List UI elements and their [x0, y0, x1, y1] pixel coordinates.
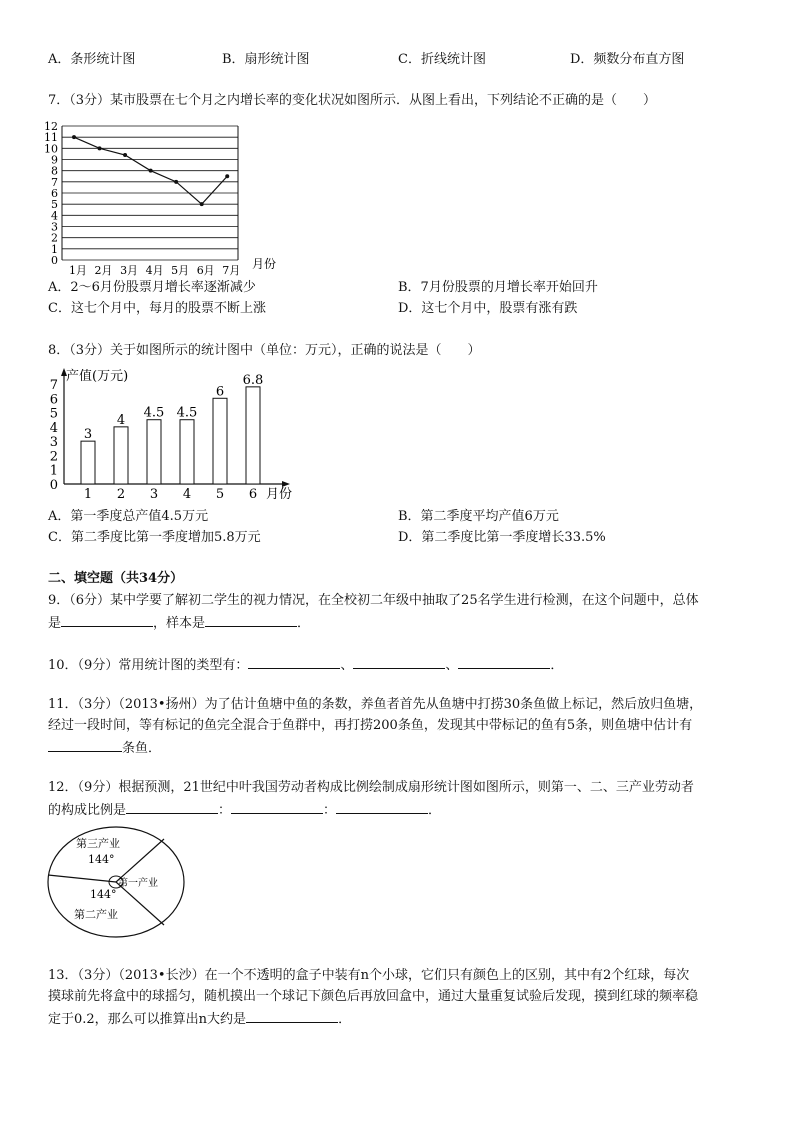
q13-line3	[48, 1010, 351, 1028]
q13-line1: 13．（3分）（2013•长沙）在一个不透明的盒子中装有n个小球，它们只有颜色上的区别，其中有2个红球，每次	[48, 968, 690, 983]
line-chart-x-tick-label: 2月	[94, 264, 113, 277]
q12-line2	[48, 801, 441, 819]
q10-text: 10．（9分）常用统计图的类型有：	[48, 658, 249, 673]
line-chart-y-tick-label: 0	[51, 254, 58, 267]
pie-divider-left	[48, 875, 116, 882]
line-chart-x-tick-label: 5月	[171, 264, 190, 277]
q10-blank-3[interactable]	[458, 656, 550, 669]
q13-line2: 摸球前先将盒中的球摇匀，随机摸出一个球记下颜色后再放回盒中，通过大量重复试验后发现，摸到红球的频率稳	[48, 989, 699, 1004]
q10-blank-1[interactable]	[248, 656, 340, 669]
q12-colon-1: ：	[218, 803, 232, 818]
q7-option-d: D．这七个月中，股票有涨有跌	[398, 301, 578, 316]
q8-option-a: A．第一季度总产值4.5万元	[48, 509, 209, 524]
q8-option-d: D．第二季度比第一季度增长33.5%	[398, 530, 606, 545]
bar-chart-x-ticks	[84, 487, 257, 502]
pie-slice-label-secondary: 第二产业	[74, 908, 118, 921]
bar-chart-data-label: 4	[116, 412, 126, 428]
line-chart-y-tick-label: 11	[44, 131, 58, 145]
bar-chart-y-tick-label: 3	[49, 435, 58, 451]
line-chart-point	[200, 202, 204, 206]
line-chart-point	[72, 135, 76, 139]
q10-sep-1: 、	[340, 658, 354, 673]
bar-chart-bar	[213, 398, 227, 484]
bar-chart-y-tick-label: 2	[49, 449, 58, 465]
bar-chart-data-label: 6	[215, 384, 225, 400]
q12-colon-2: ：	[323, 803, 337, 818]
line-chart-y-tick-label: 9	[51, 153, 58, 167]
q12-line1: 12．（9分）根据预测，21世纪中叶我国劳动者构成比例绘制成扇形统计图如图所示，则第一、二、三产业劳动者	[48, 780, 694, 795]
q9-text-c: ．	[297, 616, 311, 631]
line-chart-y-tick-label: 8	[51, 164, 58, 178]
q7-option-a: A．2～6月份股票月增长率逐渐减少	[48, 280, 256, 295]
q7-option-b: B．7月份股票的月增长率开始回升	[398, 280, 598, 295]
q10-sep-2: 、	[445, 658, 459, 673]
pie-slice-angle-secondary: 144°	[90, 888, 117, 901]
q8-bar-chart	[40, 364, 300, 504]
q13-text: 定于0.2，那么可以推算出n大约是	[48, 1012, 247, 1027]
q9-line1: 9．（6分）某中学要了解初二学生的视力情况，在全校初二年级中抽取了25名学生进行检测，在这个问题中，总体	[48, 593, 699, 608]
q12-blank-3[interactable]	[336, 801, 428, 814]
q12-blank-1[interactable]	[126, 801, 218, 814]
bar-chart-y-ticks	[50, 378, 58, 493]
bar-chart-x-tick-label: 2	[116, 487, 126, 502]
q9-line2	[48, 614, 310, 632]
line-chart-point	[174, 180, 178, 184]
q11-text: 条鱼．	[122, 741, 162, 756]
q6-option-c: C．折线统计图	[398, 52, 486, 67]
bar-chart-bar	[246, 387, 260, 484]
line-chart-y-tick-label: 3	[51, 220, 58, 234]
q10-blank-2[interactable]	[353, 656, 445, 669]
bar-chart-data-label: 4.5	[143, 405, 165, 421]
bar-chart-x-tick-label: 3	[149, 487, 159, 502]
q12-blank-2[interactable]	[231, 801, 323, 814]
line-chart-x-tick-label: 1月	[69, 264, 87, 277]
line-chart-x-tick-label: 4月	[145, 264, 164, 277]
bar-chart-bar	[81, 441, 95, 484]
q11-line2: 经过一段时间，等有标记的鱼完全混合于鱼群中，再打捞200条鱼，发现其中带标记的鱼有5条，则鱼塘中估计有	[48, 718, 693, 733]
q11-line3	[48, 739, 161, 757]
q7-stem: 7．（3分）某市股票在七个月之内增长率的变化状况如图所示．从图上看出，下列结论不正确的是（ ）	[48, 93, 657, 108]
line-chart-y-tick-label: 7	[51, 175, 58, 189]
q6-option-b: B．扇形统计图	[222, 52, 310, 67]
q10-end: ．	[550, 658, 564, 673]
q11-line1: 11．（3分）（2013•扬州）为了估计鱼塘中鱼的条数，养鱼者首先从鱼塘中打捞30条鱼做上标记，然后放归鱼塘，	[48, 697, 703, 712]
pie-slice-angle-tertiary: 144°	[88, 853, 115, 866]
bar-chart-bar	[147, 420, 161, 484]
bar-chart-y-tick-label: 7	[49, 378, 58, 393]
bar-chart-bar	[180, 420, 194, 484]
bar-chart-x-tick-label: 6	[248, 487, 258, 502]
q6-option-d: D．频数分布直方图	[570, 52, 685, 67]
q9-blank-population[interactable]	[61, 614, 153, 627]
bar-chart-y-tick-label: 4	[49, 420, 58, 436]
q9-blank-sample[interactable]	[205, 614, 297, 627]
bar-chart-x-tick-label: 4	[182, 487, 192, 502]
bar-chart-y-tick-label: 1	[49, 463, 58, 479]
q10-line	[48, 656, 563, 674]
line-chart-x-tick-label: 6月	[196, 264, 215, 277]
pie-divider-top-right	[116, 839, 164, 882]
pie-slice-label-tertiary: 第三产业	[76, 837, 120, 850]
line-chart-y-tick-label: 12	[44, 120, 58, 133]
line-chart-y-tick-label: 4	[51, 209, 58, 223]
q11-blank[interactable]	[48, 739, 122, 752]
q8-option-b: B．第二季度平均产值6万元	[398, 509, 559, 524]
line-chart-y-tick-label: 6	[51, 187, 58, 200]
line-chart-x-ticks	[69, 264, 240, 277]
q12-end: ．	[428, 803, 442, 818]
bar-chart-x-axis-label: 月份	[266, 487, 293, 502]
q7-option-c: C．这七个月中，每月的股票不断上涨	[48, 301, 266, 316]
q9-text-a: 是	[48, 616, 62, 631]
bar-chart-y-tick-label: 5	[49, 406, 58, 422]
line-chart-point	[98, 146, 102, 150]
line-chart-point	[149, 169, 153, 173]
line-chart-y-ticks	[44, 120, 58, 267]
line-chart-x-axis-label: 月份	[252, 257, 277, 271]
q7-line-chart	[40, 116, 300, 280]
q13-end: ．	[338, 1012, 352, 1027]
bar-chart-x-tick-label: 1	[83, 487, 93, 502]
bar-chart-data-label: 6.8	[242, 372, 264, 388]
bar-chart-data-label: 3	[83, 427, 93, 443]
pie-slice-label-primary: 第一产业	[118, 878, 158, 889]
bar-chart-y-tick-label: 6	[49, 392, 58, 408]
q12-pie-chart	[46, 825, 196, 940]
bar-chart-x-tick-label: 5	[215, 487, 225, 502]
line-chart-y-tick-label: 2	[51, 231, 58, 245]
q9-text-b: ，样本是	[153, 616, 206, 631]
line-chart-y-tick-label: 5	[51, 198, 58, 212]
bar-chart-bar	[114, 427, 128, 484]
section-2-heading: 二、填空题（共34分）	[48, 571, 184, 586]
bar-chart-bars	[81, 373, 263, 484]
bar-chart-data-label: 4.5	[176, 405, 198, 421]
line-chart-y-tick-label: 10	[44, 142, 58, 156]
line-chart-x-tick-label: 7月	[222, 264, 241, 277]
q12-text: 的构成比例是	[48, 803, 127, 818]
line-chart-point	[225, 174, 229, 178]
line-chart-y-tick-label: 1	[51, 242, 58, 256]
q8-option-c: C．第二季度比第一季度增加5.8万元	[48, 530, 261, 545]
line-chart-point	[123, 153, 127, 157]
bar-chart-y-axis-label: 产值(万元)	[66, 369, 129, 384]
bar-chart-y-tick-label: 0	[49, 478, 58, 493]
q6-option-a: A．条形统计图	[48, 52, 136, 67]
q8-stem: 8．（3分）关于如图所示的统计图中（单位：万元），正确的说法是（ ）	[48, 343, 481, 358]
line-chart-x-tick-label: 3月	[120, 264, 139, 277]
q13-blank[interactable]	[246, 1010, 338, 1023]
